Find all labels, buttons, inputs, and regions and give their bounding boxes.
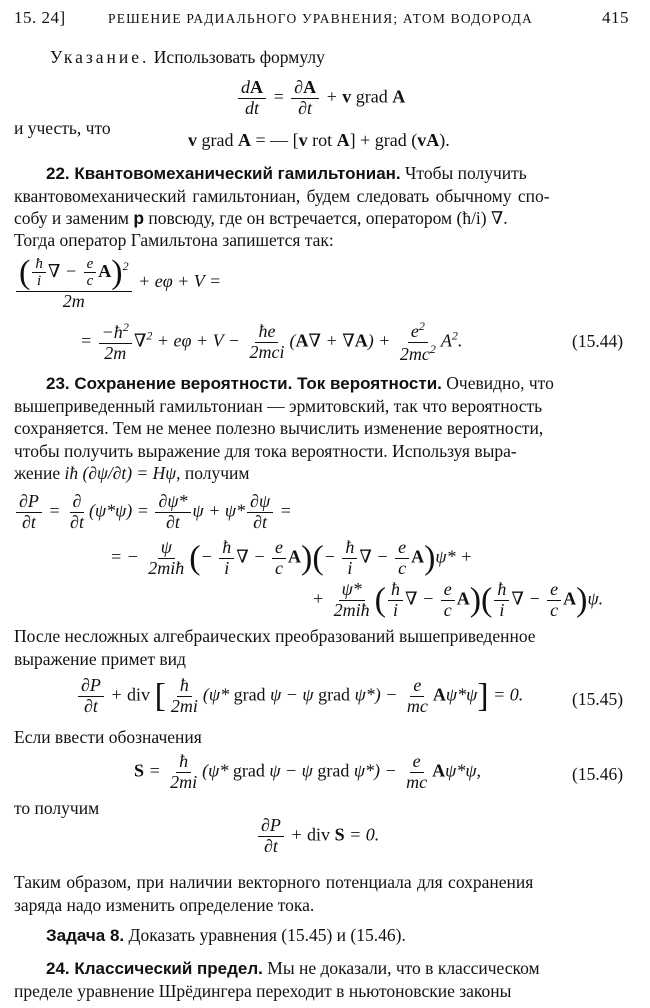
sec22-line4: Тогда оператор Гамильтона запишется так: (14, 230, 334, 250)
sec22-line1: 22. Квантовомеханический гамильтониан. Чтобы получить (46, 163, 527, 183)
sec23-intro46: Если ввести обозначения (14, 727, 202, 747)
sec23-after2: выражение примет вид (14, 649, 186, 669)
sec24-line1: 24. Классический предел. Мы не доказали, что в классическом (46, 958, 540, 978)
eq-number-15-45: (15.45) (572, 689, 624, 709)
sec23-line4: чтобы получить выражение для тока вероятности. Используя выра- (14, 441, 517, 461)
section-ref: 15. 24] (14, 8, 66, 27)
hint-text: Использовать формулу (153, 47, 325, 67)
sec23-heading: 23. Сохранение вероятности. Ток вероятности. (46, 374, 442, 393)
page-number: 415 (602, 8, 629, 27)
sec23-line5: жение iħ (∂ψ/∂t) = Hψ, получим (14, 463, 250, 483)
sec22-line2: квантовомеханический гамильтониан, будем следовать обычному спо- (14, 186, 550, 206)
hint-and-text: и учесть, что (14, 118, 111, 138)
equation-dP-dt-line2: = − $\frac{\psi}{\text{2miħ}}$ (− $\frac{ħ}{i}$ ∇ − $\frac{e}{c}$ A)(− $\frac{ħ}{i}$ ∇ − $\frac{e}{c}$ A)ψ* + (110, 537, 473, 578)
running-title: РЕШЕНИЕ РАДИАЛЬНОГО УРАВНЕНИЯ; АТОМ ВОДОРОДА (108, 11, 533, 26)
equation-15-45: $\frac{\partial P}{\partial t}$ + div [ $\frac{ħ}{2mi}$ (ψ* grad ψ − ψ grad ψ*) − $\frac{e}{mc}$ Aψ*ψ] = 0. (76, 676, 523, 717)
eq-number-15-46: (15.46) (572, 764, 624, 784)
sec23-after1: После несложных алгебраических преобразований вышеприведенное (14, 626, 536, 646)
sec22-heading: 22. Квантовомеханический гамильтониан. (46, 164, 401, 183)
task8-label: Задача 8. (46, 926, 125, 945)
sec23-line2: вышеприведенный гамильтониан — эрмитовский, так что вероятность (14, 396, 543, 416)
equation-dP-dt-line1: $\frac{\partial P}{\partial t}$ = $\frac{\partial}{\partial t}$ (ψ*ψ) = $\frac{\partial\psi*}{\partial t}$ ψ + ψ* $\frac{\partial\psi}{\partial t}$ = (14, 492, 292, 533)
hint-line (50, 47, 325, 68)
hint-label: Указание. (50, 47, 150, 67)
sec23-concl2: заряда надо изменить определение тока. (14, 895, 315, 915)
sec24-heading: 24. Классический предел. (46, 959, 263, 978)
sec22-line3: собу и заменим p повсюду, где он встречается, оператором (ħ/i) ∇. (14, 208, 508, 228)
equation-v-grad-A: v grad A = — [v rot A] + grad (vA). (188, 130, 450, 150)
equation-15-46: S = $\frac{ħ}{2mi}$ (ψ* grad ψ − ψ grad ψ*) − $\frac{e}{mc}$ Aψ*ψ, (134, 751, 482, 792)
sec24-line2: пределе уравнение Шрёдингера переходит в ньютоновские законы (14, 981, 512, 1001)
sec23-line3: сохраняется. Тем не менее полезно вычислить изменение вероятности, (14, 418, 544, 438)
task8-line: Задача 8. Доказать уравнения (15.45) и (15.46). (46, 925, 406, 945)
equation-15-44-line2: = $\frac{-ħ^2}{2m}$ ∇$^2$ + eφ + V − $\frac{ħe}{\text{2mci}}$ (A∇ + ∇A) + $\frac{e^2}{2mc^2}$ $A^2$. (80, 319, 463, 364)
sec23-line1: 23. Сохранение вероятности. Ток вероятности. Очевидно, что (46, 373, 554, 393)
equation-dA-dt: $\frac{dA}{dt}$ = $\frac{\partial A}{\partial t}$ + v grad A (236, 78, 405, 119)
equation-15-44-line1: ( $\frac{ħ}{i}$ ∇ − $\frac{e}{c}$ A)$^2$ 2m + eφ + V = (14, 254, 221, 312)
equation-continuity: $\frac{\partial P}{\partial t}$ + div S = 0. (256, 816, 379, 857)
sec23-then: то получим (14, 798, 100, 818)
sec23-concl1: Таким образом, при наличии векторного потенциала для сохранения (14, 872, 534, 892)
eq-number-15-44: (15.44) (572, 331, 624, 351)
equation-dP-dt-line3: + $\frac{\psi*}{\text{2miħ}}$ ( $\frac{ħ}{i}$ ∇ − $\frac{e}{c}$ A)( $\frac{ħ}{i}$ ∇ − $\frac{e}{c}$ A)ψ. (312, 579, 604, 620)
